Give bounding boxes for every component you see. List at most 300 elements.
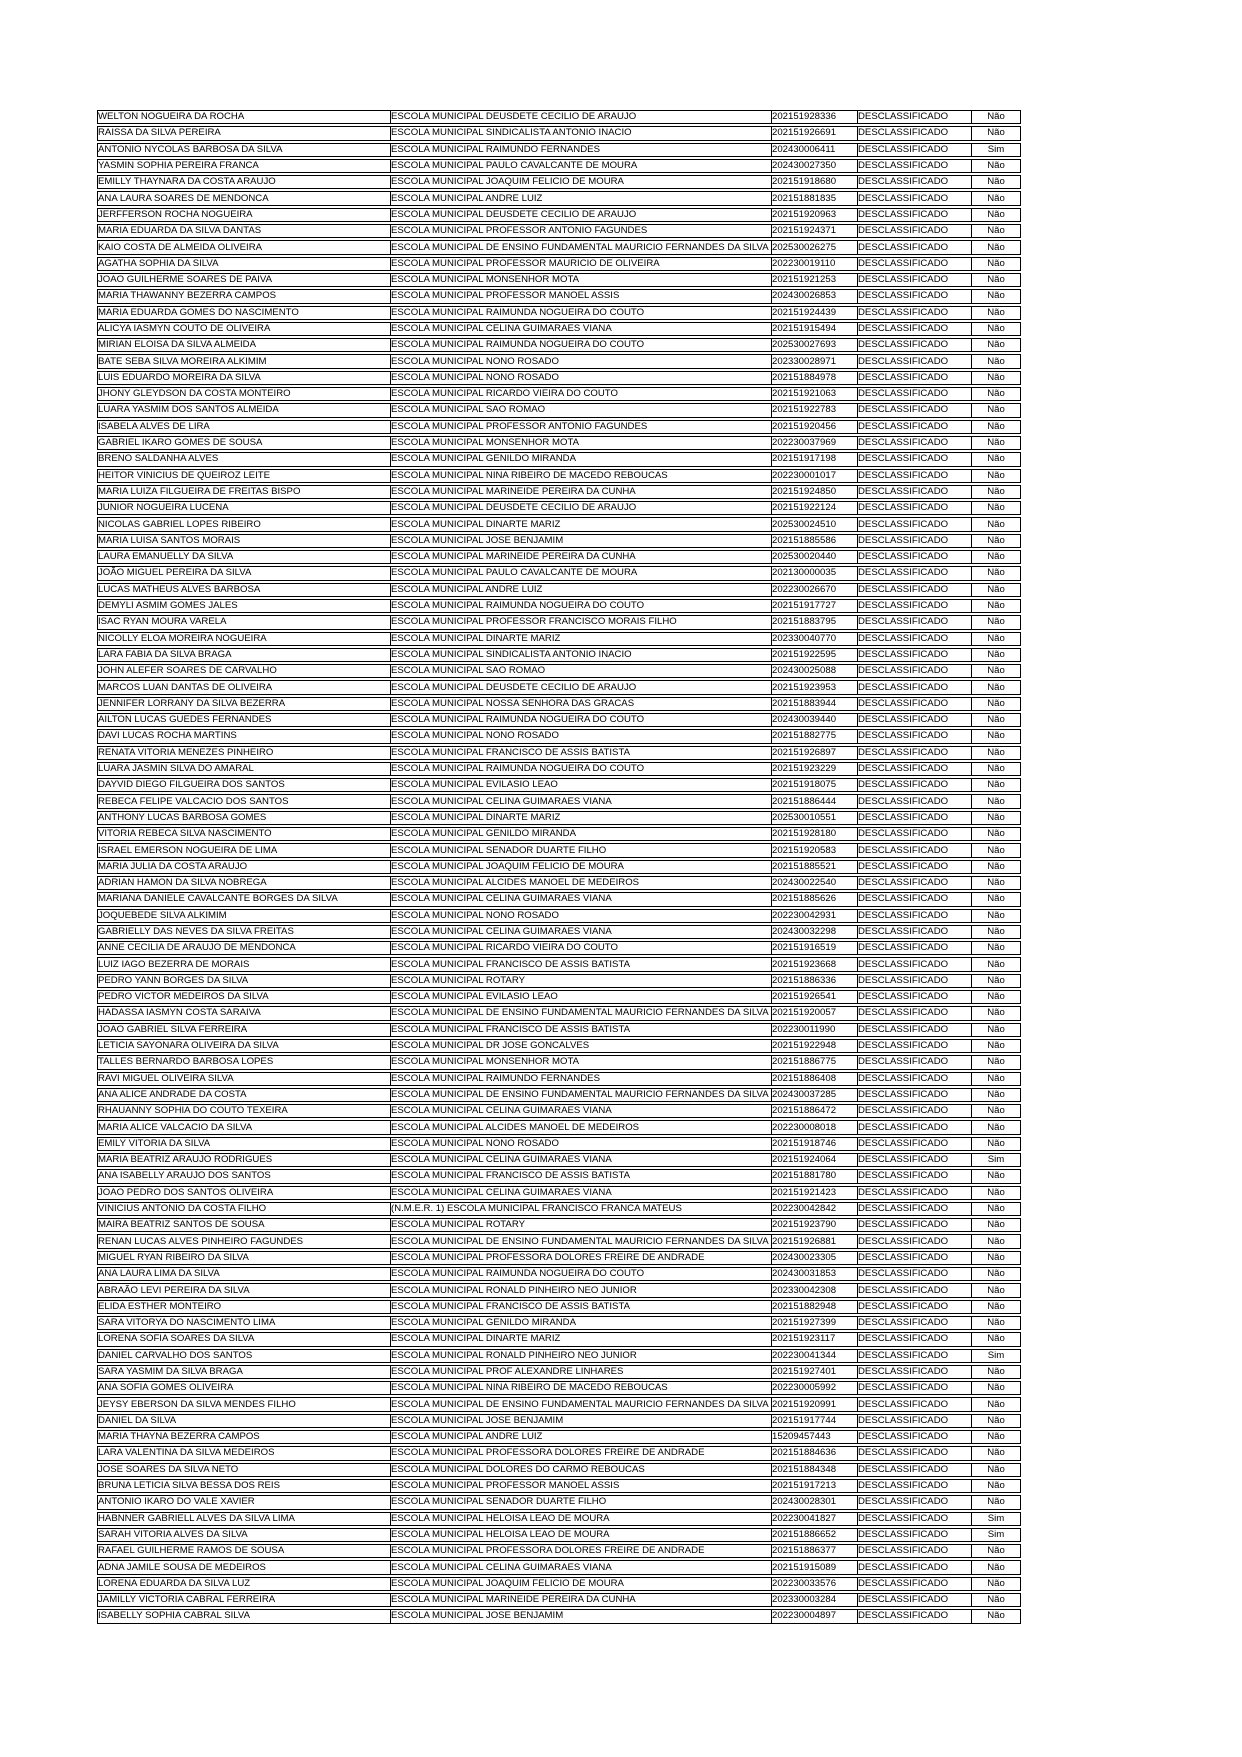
school-name-cell: ESCOLA MUNICIPAL RAIMUNDO FERNANDES (391, 1072, 772, 1086)
school-name-cell: ESCOLA MUNICIPAL PROFESSOR ANTONIO FAGUNDES (391, 420, 772, 434)
table-row (97, 469, 1021, 483)
school-name-cell: ESCOLA MUNICIPAL SENADOR DUARTE FILHO (391, 1495, 772, 1509)
answer-cell: Não (972, 1023, 1021, 1037)
school-name-cell: ESCOLA MUNICIPAL DE ENSINO FUNDAMENTAL MAURICIO FERNANDES DA SILVA (391, 1397, 772, 1411)
status-cell: DESCLASSIFICADO (858, 1593, 972, 1607)
table-row (97, 1430, 1021, 1444)
school-name-cell: ESCOLA MUNICIPAL JOSE BENJAMIM (391, 1414, 772, 1428)
answer-cell: Não (972, 485, 1021, 499)
enrollment-id-cell: 202151927401 (772, 1365, 858, 1379)
student-name-cell: YASMIN SOPHIA PEREIRA FRANCA (97, 159, 391, 173)
enrollment-id-cell: 202151883944 (772, 697, 858, 711)
school-name-cell: ESCOLA MUNICIPAL DOLORES DO CARMO REBOUCAS (391, 1463, 772, 1477)
table-row (97, 208, 1021, 222)
enrollment-id-cell: 202430023305 (772, 1251, 858, 1265)
status-cell: DESCLASSIFICADO (858, 1300, 972, 1314)
status-cell: DESCLASSIFICADO (858, 1006, 972, 1020)
status-cell: DESCLASSIFICADO (858, 1512, 972, 1526)
table-row (97, 1218, 1021, 1232)
school-name-cell: ESCOLA MUNICIPAL SENADOR DUARTE FILHO (391, 843, 772, 857)
table-row (97, 1023, 1021, 1037)
student-name-cell: LARA FABIA DA SILVA BRAGA (97, 648, 391, 662)
student-name-cell: DANIEL CARVALHO DOS SANTOS (97, 1349, 391, 1363)
table-row (97, 240, 1021, 254)
answer-cell: Não (972, 1593, 1021, 1607)
student-name-cell: RAISSA DA SILVA PEREIRA (97, 126, 391, 140)
status-cell: DESCLASSIFICADO (858, 778, 972, 792)
student-name-cell: ABRAÃO LEVI PEREIRA DA SILVA (97, 1283, 391, 1297)
student-name-cell: RHAUANNY SOPHIA DO COUTO TEXEIRA (97, 1104, 391, 1118)
answer-cell: Não (972, 990, 1021, 1004)
student-name-cell: MARIA LUISA SANTOS MORAIS (97, 534, 391, 548)
student-name-cell: MARIA BEATRIZ ARAUJO RODRIGUES (97, 1153, 391, 1167)
enrollment-id-cell: 202230033576 (772, 1577, 858, 1591)
enrollment-id-cell: 202151886652 (772, 1528, 858, 1542)
school-name-cell: ESCOLA MUNICIPAL FRANCISCO DE ASSIS BATISTA (391, 1300, 772, 1314)
enrollment-id-cell: 202230019110 (772, 257, 858, 271)
status-cell: DESCLASSIFICADO (858, 191, 972, 205)
table-row (97, 289, 1021, 303)
table-row (97, 1039, 1021, 1053)
answer-cell: Não (972, 909, 1021, 923)
status-cell: DESCLASSIFICADO (858, 273, 972, 287)
student-name-cell: LARA VALENTINA DA SILVA MEDEIROS (97, 1446, 391, 1460)
enrollment-id-cell: 202530024510 (772, 517, 858, 531)
school-name-cell: ESCOLA MUNICIPAL SAO ROMAO (391, 403, 772, 417)
student-name-cell: HEITOR VINICIUS DE QUEIROZ LEITE (97, 469, 391, 483)
table-row (97, 1397, 1021, 1411)
school-name-cell: ESCOLA MUNICIPAL DE ENSINO FUNDAMENTAL MAURICIO FERNANDES DA SILVA (391, 240, 772, 254)
table-row (97, 615, 1021, 629)
student-name-cell: JOQUEBEDE SILVA ALKIMIM (97, 909, 391, 923)
school-name-cell: ESCOLA MUNICIPAL DE ENSINO FUNDAMENTAL MAURICIO FERNANDES DA SILVA (391, 1234, 772, 1248)
enrollment-id-cell: 202151917744 (772, 1414, 858, 1428)
answer-cell: Não (972, 957, 1021, 971)
student-name-cell: GABRIEL IKARO GOMES DE SOUSA (97, 436, 391, 450)
enrollment-id-cell: 202430027350 (772, 159, 858, 173)
status-cell: DESCLASSIFICADO (858, 794, 972, 808)
status-cell: DESCLASSIFICADO (858, 1316, 972, 1330)
status-cell: DESCLASSIFICADO (858, 1186, 972, 1200)
table-row (97, 860, 1021, 874)
student-name-cell: ANNE CECILIA DE ARAUJO DE MENDONCA (97, 941, 391, 955)
student-name-cell: MARIA EDUARDA DA SILVA DANTAS (97, 224, 391, 238)
school-name-cell: ESCOLA MUNICIPAL GENILDO MIRANDA (391, 1316, 772, 1330)
student-name-cell: ANA LAURA SOARES DE MENDONCA (97, 191, 391, 205)
enrollment-id-cell: 202151923953 (772, 680, 858, 694)
status-cell: DESCLASSIFICADO (858, 1560, 972, 1574)
student-name-cell: MIRIAN ELOISA DA SILVA ALMEIDA (97, 338, 391, 352)
school-name-cell: ESCOLA MUNICIPAL PROFESSOR MANOEL ASSIS (391, 1479, 772, 1493)
answer-cell: Não (972, 892, 1021, 906)
answer-cell: Não (972, 1202, 1021, 1216)
enrollment-id-cell: 202151920583 (772, 843, 858, 857)
student-name-cell: HABNNER GABRIELL ALVES DA SILVA LIMA (97, 1512, 391, 1526)
student-name-cell: GABRIELLY DAS NEVES DA SILVA FREITAS (97, 925, 391, 939)
enrollment-id-cell: 202151926541 (772, 990, 858, 1004)
school-name-cell: ESCOLA MUNICIPAL RONALD PINHEIRO NEO JUNIOR (391, 1349, 772, 1363)
school-name-cell: ESCOLA MUNICIPAL ANDRE LUIZ (391, 1430, 772, 1444)
table-row (97, 387, 1021, 401)
enrollment-id-cell: 202230042931 (772, 909, 858, 923)
table-row (97, 371, 1021, 385)
table-row (97, 1512, 1021, 1526)
answer-cell: Não (972, 1577, 1021, 1591)
student-name-cell: MARIA EDUARDA GOMES DO NASCIMENTO (97, 306, 391, 320)
student-name-cell: ELIDA ESTHER MONTEIRO (97, 1300, 391, 1314)
status-cell: DESCLASSIFICADO (858, 354, 972, 368)
school-name-cell: ESCOLA MUNICIPAL RICARDO VIEIRA DO COUTO (391, 387, 772, 401)
school-name-cell: ESCOLA MUNICIPAL JOAQUIM FELICIO DE MOURA (391, 860, 772, 874)
status-cell: DESCLASSIFICADO (858, 1023, 972, 1037)
enrollment-id-cell: 202151918746 (772, 1137, 858, 1151)
answer-cell: Não (972, 501, 1021, 515)
table-row (97, 338, 1021, 352)
student-name-cell: BRUNA LETICIA SILVA BESSA DOS REIS (97, 1479, 391, 1493)
answer-cell: Não (972, 843, 1021, 857)
answer-cell: Não (972, 615, 1021, 629)
table-row (97, 126, 1021, 140)
student-name-cell: WELTON NOGUEIRA DA ROCHA (97, 110, 391, 124)
table-row (97, 1544, 1021, 1558)
answer-cell: Sim (972, 143, 1021, 157)
school-name-cell: ESCOLA MUNICIPAL PROFESSOR MANOEL ASSIS (391, 289, 772, 303)
enrollment-id-cell: 202151916519 (772, 941, 858, 955)
answer-cell: Não (972, 534, 1021, 548)
status-cell: DESCLASSIFICADO (858, 566, 972, 580)
school-name-cell: ESCOLA MUNICIPAL FRANCISCO DE ASSIS BATISTA (391, 746, 772, 760)
student-name-cell: JOAO GABRIEL SILVA FERREIRA (97, 1023, 391, 1037)
table-row (97, 1234, 1021, 1248)
school-name-cell: ESCOLA MUNICIPAL RICARDO VIEIRA DO COUTO (391, 941, 772, 955)
student-name-cell: LUARA JASMIN SILVA DO AMARAL (97, 762, 391, 776)
enrollment-id-cell: 202230004897 (772, 1609, 858, 1623)
status-cell: DESCLASSIFICADO (858, 925, 972, 939)
answer-cell: Não (972, 1267, 1021, 1281)
enrollment-id-cell: 202530020440 (772, 550, 858, 564)
status-cell: DESCLASSIFICADO (858, 1283, 972, 1297)
enrollment-id-cell: 202151926881 (772, 1234, 858, 1248)
enrollment-id-cell: 202430026853 (772, 289, 858, 303)
enrollment-id-cell: 202430028301 (772, 1495, 858, 1509)
student-name-cell: REBECA FELIPE VALCACIO DOS SANTOS (97, 794, 391, 808)
status-cell: DESCLASSIFICADO (858, 729, 972, 743)
student-name-cell: LORENA SOFIA SOARES DA SILVA (97, 1332, 391, 1346)
student-name-cell: ISAC RYAN MOURA VARELA (97, 615, 391, 629)
answer-cell: Não (972, 289, 1021, 303)
school-name-cell: ESCOLA MUNICIPAL DINARTE MARIZ (391, 1332, 772, 1346)
enrollment-id-cell: 202151884978 (772, 371, 858, 385)
table-row (97, 1414, 1021, 1428)
status-cell: DESCLASSIFICADO (858, 126, 972, 140)
answer-cell: Não (972, 860, 1021, 874)
school-name-cell: ESCOLA MUNICIPAL JOAQUIM FELICIO DE MOURA (391, 175, 772, 189)
status-cell: DESCLASSIFICADO (858, 957, 972, 971)
status-cell: DESCLASSIFICADO (858, 827, 972, 841)
student-name-cell: ISABELA ALVES DE LIRA (97, 420, 391, 434)
student-name-cell: LETICIA SAYONARA OLIVEIRA DA SILVA (97, 1039, 391, 1053)
table-row (97, 957, 1021, 971)
enrollment-id-cell: 202151924439 (772, 306, 858, 320)
enrollment-id-cell: 202151920963 (772, 208, 858, 222)
answer-cell: Não (972, 925, 1021, 939)
status-cell: DESCLASSIFICADO (858, 1137, 972, 1151)
student-name-cell: RENATA VITORIA MENEZES PINHEIRO (97, 746, 391, 760)
status-cell: DESCLASSIFICADO (858, 1463, 972, 1477)
student-name-cell: HADASSA IASMYN COSTA SARAIVA (97, 1006, 391, 1020)
student-name-cell: TALLES BERNARDO BARBOSA LOPES (97, 1055, 391, 1069)
school-name-cell: ESCOLA MUNICIPAL GENILDO MIRANDA (391, 452, 772, 466)
school-name-cell: ESCOLA MUNICIPAL MARINEIDE PEREIRA DA CUNHA (391, 1593, 772, 1607)
answer-cell: Não (972, 599, 1021, 613)
school-name-cell: ESCOLA MUNICIPAL RAIMUNDA NOGUEIRA DO COUTO (391, 762, 772, 776)
school-name-cell: ESCOLA MUNICIPAL NINA RIBEIRO DE MACEDO REBOUCAS (391, 469, 772, 483)
answer-cell: Não (972, 1120, 1021, 1134)
enrollment-id-cell: 202330003284 (772, 1593, 858, 1607)
school-name-cell: ESCOLA MUNICIPAL NONO ROSADO (391, 1137, 772, 1151)
student-name-cell: SARA YASMIM DA SILVA BRAGA (97, 1365, 391, 1379)
school-name-cell: ESCOLA MUNICIPAL DE ENSINO FUNDAMENTAL MAURICIO FERNANDES DA SILVA (391, 1006, 772, 1020)
table-row (97, 224, 1021, 238)
school-name-cell: ESCOLA MUNICIPAL PROFESSORA DOLORES FREIRE DE ANDRADE (391, 1251, 772, 1265)
school-name-cell: ESCOLA MUNICIPAL PROF ALEXANDRE LINHARES (391, 1365, 772, 1379)
table-row (97, 1120, 1021, 1134)
student-name-cell: MARIA THAYNA BEZERRA CAMPOS (97, 1430, 391, 1444)
table-row (97, 632, 1021, 646)
enrollment-id-cell: 202230041827 (772, 1512, 858, 1526)
enrollment-id-cell: 202151928336 (772, 110, 858, 124)
enrollment-id-cell: 202151886336 (772, 974, 858, 988)
enrollment-id-cell: 202151920057 (772, 1006, 858, 1020)
table-row (97, 1153, 1021, 1167)
table-row (97, 420, 1021, 434)
enrollment-id-cell: 202151923229 (772, 762, 858, 776)
answer-cell: Não (972, 191, 1021, 205)
status-cell: DESCLASSIFICADO (858, 1039, 972, 1053)
answer-cell: Não (972, 1479, 1021, 1493)
student-name-cell: LAURA EMANUELLY DA SILVA (97, 550, 391, 564)
school-name-cell: ESCOLA MUNICIPAL HELOISA LEAO DE MOURA (391, 1512, 772, 1526)
school-name-cell: ESCOLA MUNICIPAL CELINA GUIMARAES VIANA (391, 1153, 772, 1167)
status-cell: DESCLASSIFICADO (858, 1088, 972, 1102)
enrollment-id-cell: 202151885626 (772, 892, 858, 906)
school-name-cell: ESCOLA MUNICIPAL CELINA GUIMARAES VIANA (391, 322, 772, 336)
school-name-cell: ESCOLA MUNICIPAL PAULO CAVALCANTE DE MOURA (391, 159, 772, 173)
school-name-cell: ESCOLA MUNICIPAL RAIMUNDA NOGUEIRA DO COUTO (391, 713, 772, 727)
status-cell: DESCLASSIFICADO (858, 436, 972, 450)
enrollment-id-cell: 202151926897 (772, 746, 858, 760)
enrollment-id-cell: 202151886472 (772, 1104, 858, 1118)
status-cell: DESCLASSIFICADO (858, 615, 972, 629)
enrollment-id-cell: 202151884636 (772, 1446, 858, 1460)
enrollment-id-cell: 202151885521 (772, 860, 858, 874)
student-name-cell: DANIEL DA SILVA (97, 1414, 391, 1428)
table-row (97, 566, 1021, 580)
student-name-cell: MARIA THAWANNY BEZERRA CAMPOS (97, 289, 391, 303)
table-row (97, 909, 1021, 923)
status-cell: DESCLASSIFICADO (858, 1577, 972, 1591)
student-name-cell: JOAO GUILHERME SOARES DE PAIVA (97, 273, 391, 287)
enrollment-id-cell: 202151920991 (772, 1397, 858, 1411)
status-cell: DESCLASSIFICADO (858, 1153, 972, 1167)
school-name-cell: ESCOLA MUNICIPAL MARINEIDE PEREIRA DA CUNHA (391, 550, 772, 564)
student-name-cell: LUARA YASMIM DOS SANTOS ALMEIDA (97, 403, 391, 417)
table-row (97, 1381, 1021, 1395)
enrollment-id-cell: 202530026275 (772, 240, 858, 254)
school-name-cell: ESCOLA MUNICIPAL NONO ROSADO (391, 729, 772, 743)
answer-cell: Não (972, 126, 1021, 140)
answer-cell: Não (972, 175, 1021, 189)
enrollment-id-cell: 202151885586 (772, 534, 858, 548)
school-name-cell: ESCOLA MUNICIPAL DR JOSE GONCALVES (391, 1039, 772, 1053)
enrollment-id-cell: 202230041344 (772, 1349, 858, 1363)
table-row (97, 762, 1021, 776)
school-name-cell: ESCOLA MUNICIPAL MARINEIDE PEREIRA DA CUNHA (391, 485, 772, 499)
enrollment-id-cell: 202151924371 (772, 224, 858, 238)
student-name-cell: ANTONIO NYCOLAS BARBOSA DA SILVA (97, 143, 391, 157)
student-name-cell: BRENO SALDANHA ALVES (97, 452, 391, 466)
answer-cell: Não (972, 1006, 1021, 1020)
student-name-cell: LORENA EDUARDA DA SILVA LUZ (97, 1577, 391, 1591)
school-name-cell: ESCOLA MUNICIPAL CELINA GUIMARAES VIANA (391, 1186, 772, 1200)
answer-cell: Não (972, 1544, 1021, 1558)
table-row (97, 485, 1021, 499)
status-cell: DESCLASSIFICADO (858, 1544, 972, 1558)
school-name-cell: ESCOLA MUNICIPAL SINDICALISTA ANTONIO INACIO (391, 126, 772, 140)
table-row (97, 1169, 1021, 1183)
status-cell: DESCLASSIFICADO (858, 485, 972, 499)
school-name-cell: ESCOLA MUNICIPAL CELINA GUIMARAES VIANA (391, 794, 772, 808)
student-name-cell: MARCOS LUAN DANTAS DE OLIVEIRA (97, 680, 391, 694)
enrollment-id-cell: 202151881835 (772, 191, 858, 205)
answer-cell: Não (972, 1365, 1021, 1379)
status-cell: DESCLASSIFICADO (858, 680, 972, 694)
answer-cell: Não (972, 583, 1021, 597)
enrollment-id-cell: 202151928180 (772, 827, 858, 841)
table-row (97, 843, 1021, 857)
answer-cell: Sim (972, 1153, 1021, 1167)
status-cell: DESCLASSIFICADO (858, 1120, 972, 1134)
status-cell: DESCLASSIFICADO (858, 713, 972, 727)
table-row (97, 811, 1021, 825)
answer-cell: Não (972, 224, 1021, 238)
student-name-cell: AILTON LUCAS GUEDES FERNANDES (97, 713, 391, 727)
table-row (97, 1365, 1021, 1379)
table-row (97, 583, 1021, 597)
school-name-cell: ESCOLA MUNICIPAL DEUSDETE CECILIO DE ARAUJO (391, 680, 772, 694)
answer-cell: Não (972, 1186, 1021, 1200)
table-row (97, 746, 1021, 760)
answer-cell: Não (972, 1137, 1021, 1151)
status-cell: DESCLASSIFICADO (858, 469, 972, 483)
student-name-cell: SARA VITORYA DO NASCIMENTO LIMA (97, 1316, 391, 1330)
enrollment-id-cell: 202151884348 (772, 1463, 858, 1477)
school-name-cell: ESCOLA MUNICIPAL DE ENSINO FUNDAMENTAL MAURICIO FERNANDES DA SILVA (391, 1088, 772, 1102)
student-name-cell: PEDRO YANN BORGES DA SILVA (97, 974, 391, 988)
student-name-cell: JAMILLY VICTORIA CABRAL FERREIRA (97, 1593, 391, 1607)
answer-cell: Não (972, 664, 1021, 678)
answer-cell: Não (972, 1316, 1021, 1330)
answer-cell: Não (972, 1088, 1021, 1102)
enrollment-id-cell: 202151917198 (772, 452, 858, 466)
enrollment-id-cell: 202151922783 (772, 403, 858, 417)
enrollment-id-cell: 202151921423 (772, 1186, 858, 1200)
school-name-cell: ESCOLA MUNICIPAL ALCIDES MANOEL DE MEDEIROS (391, 876, 772, 890)
answer-cell: Não (972, 713, 1021, 727)
student-name-cell: MIGUEL RYAN RIBEIRO DA SILVA (97, 1251, 391, 1265)
status-cell: DESCLASSIFICADO (858, 306, 972, 320)
status-cell: DESCLASSIFICADO (858, 697, 972, 711)
enrollment-id-cell: 202230042842 (772, 1202, 858, 1216)
table-row (97, 322, 1021, 336)
answer-cell: Não (972, 1332, 1021, 1346)
status-cell: DESCLASSIFICADO (858, 1430, 972, 1444)
answer-cell: Não (972, 1397, 1021, 1411)
student-name-cell: JOAO PEDRO DOS SANTOS OLIVEIRA (97, 1186, 391, 1200)
table-row (97, 941, 1021, 955)
student-name-cell: ISRAEL EMERSON NOGUEIRA DE LIMA (97, 843, 391, 857)
answer-cell: Não (972, 387, 1021, 401)
table-row (97, 1055, 1021, 1069)
student-name-cell: ANA LAURA LIMA DA SILVA (97, 1267, 391, 1281)
table-row (97, 713, 1021, 727)
school-name-cell: ESCOLA MUNICIPAL MONSENHOR MOTA (391, 273, 772, 287)
student-name-cell: KAIO COSTA DE ALMEIDA OLIVEIRA (97, 240, 391, 254)
school-name-cell: ESCOLA MUNICIPAL HELOISA LEAO DE MOURA (391, 1528, 772, 1542)
student-name-cell: ANA ISABELLY ARAUJO DOS SANTOS (97, 1169, 391, 1183)
status-cell: DESCLASSIFICADO (858, 990, 972, 1004)
table-row (97, 550, 1021, 564)
enrollment-id-cell: 202230005992 (772, 1381, 858, 1395)
school-name-cell: ESCOLA MUNICIPAL FRANCISCO DE ASSIS BATISTA (391, 957, 772, 971)
school-name-cell: ESCOLA MUNICIPAL PROFESSOR ANTONIO FAGUNDES (391, 224, 772, 238)
student-name-cell: DAVI LUCAS ROCHA MARTINS (97, 729, 391, 743)
status-cell: DESCLASSIFICADO (858, 550, 972, 564)
school-name-cell: ESCOLA MUNICIPAL DEUSDETE CECILIO DE ARAUJO (391, 501, 772, 515)
student-name-cell: BATE SEBA SILVA MOREIRA ALKIMIM (97, 354, 391, 368)
answer-cell: Não (972, 240, 1021, 254)
school-name-cell: ESCOLA MUNICIPAL CELINA GUIMARAES VIANA (391, 925, 772, 939)
answer-cell: Não (972, 1446, 1021, 1460)
enrollment-id-cell: 202151918680 (772, 175, 858, 189)
disqualified-students-table (97, 108, 1021, 1626)
status-cell: DESCLASSIFICADO (858, 403, 972, 417)
enrollment-id-cell: 202130000035 (772, 566, 858, 580)
table-row (97, 1202, 1021, 1216)
school-name-cell: ESCOLA MUNICIPAL RONALD PINHEIRO NEO JUNIOR (391, 1283, 772, 1297)
status-cell: DESCLASSIFICADO (858, 371, 972, 385)
school-name-cell: ESCOLA MUNICIPAL DINARTE MARIZ (391, 632, 772, 646)
enrollment-id-cell: 202151917213 (772, 1479, 858, 1493)
table-row (97, 159, 1021, 173)
enrollment-id-cell: 202230008018 (772, 1120, 858, 1134)
status-cell: DESCLASSIFICADO (858, 289, 972, 303)
enrollment-id-cell: 202151926691 (772, 126, 858, 140)
student-name-cell: JENNIFER LORRANY DA SILVA BEZERRA (97, 697, 391, 711)
school-name-cell: ESCOLA MUNICIPAL RAIMUNDA NOGUEIRA DO COUTO (391, 599, 772, 613)
school-name-cell: ESCOLA MUNICIPAL ROTARY (391, 1218, 772, 1232)
table-row (97, 110, 1021, 124)
table-row (97, 534, 1021, 548)
enrollment-id-cell: 202151927399 (772, 1316, 858, 1330)
table-row (97, 729, 1021, 743)
status-cell: DESCLASSIFICADO (858, 1072, 972, 1086)
table-row (97, 1088, 1021, 1102)
table-row (97, 1332, 1021, 1346)
status-cell: DESCLASSIFICADO (858, 648, 972, 662)
enrollment-id-cell: 202430032298 (772, 925, 858, 939)
table-row (97, 827, 1021, 841)
